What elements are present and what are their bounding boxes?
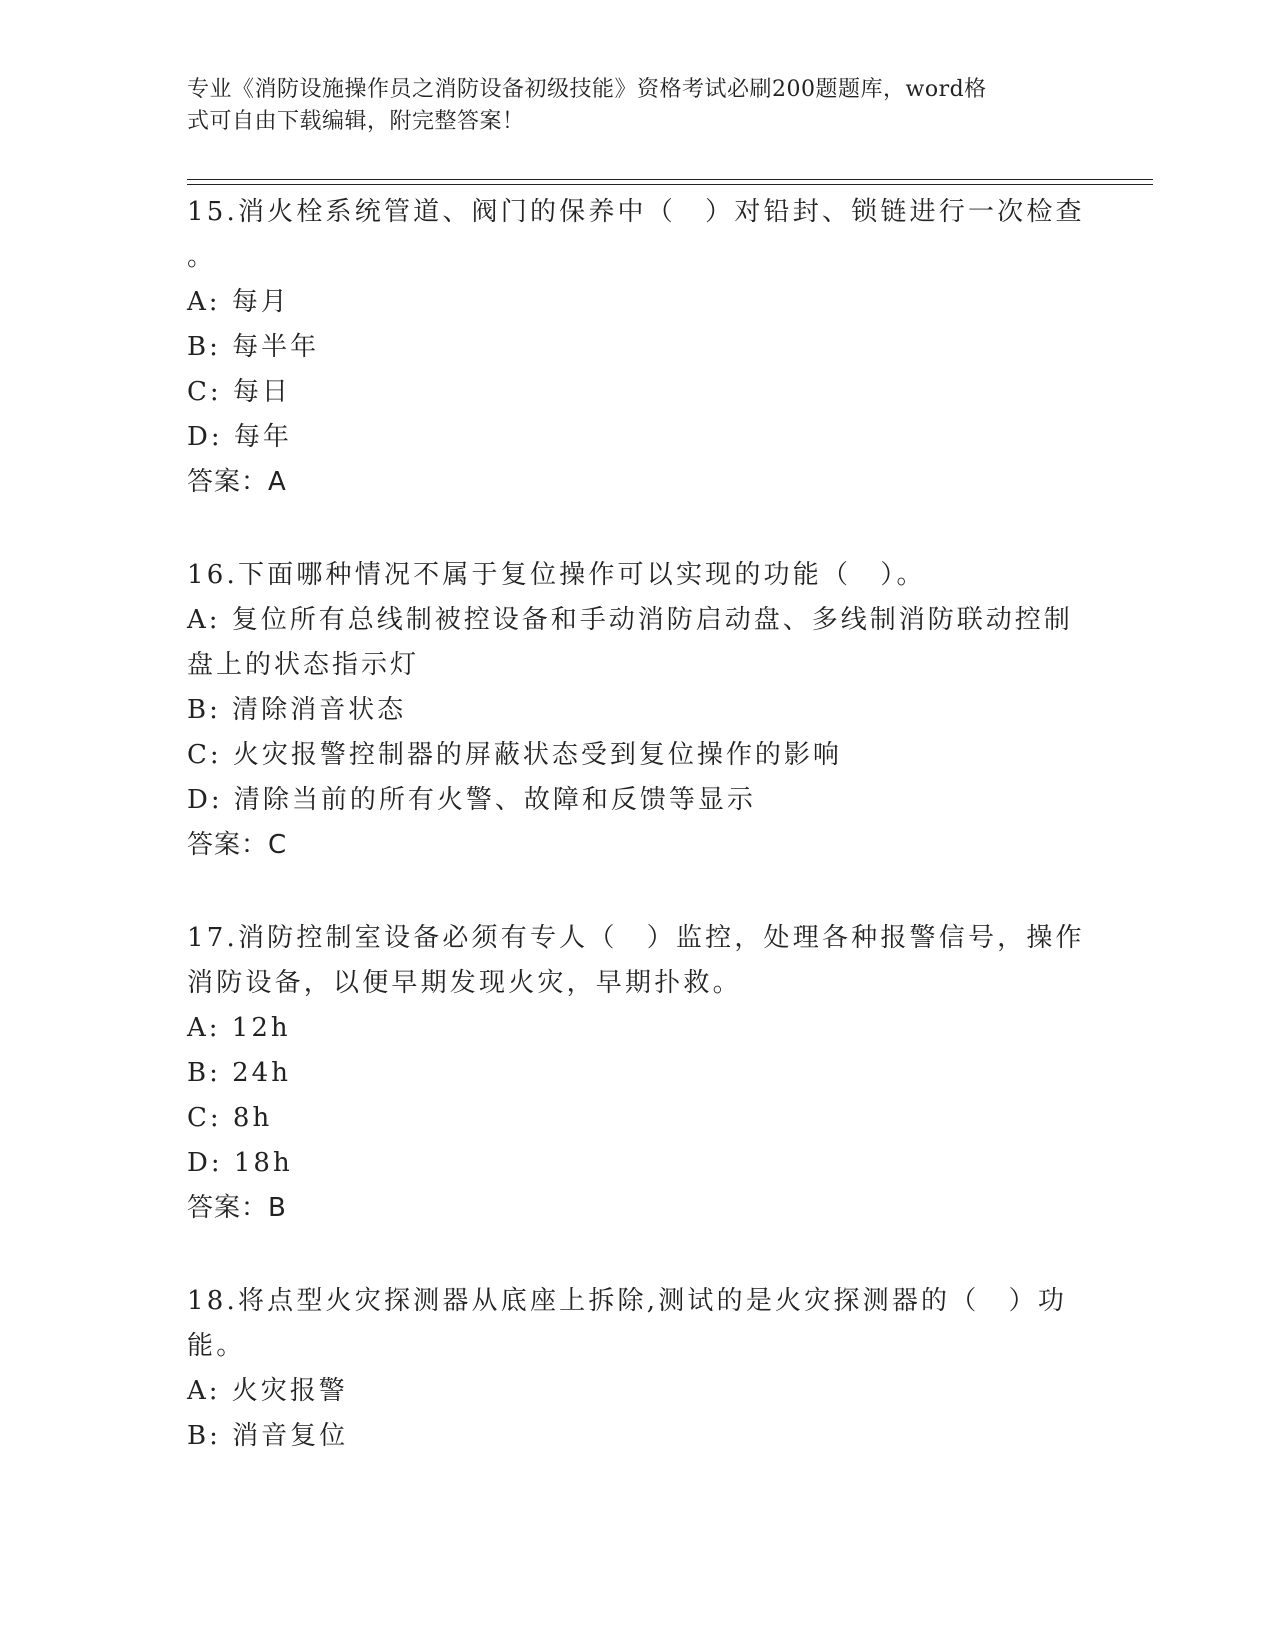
header-line-1: 专业《消防设施操作员之消防设备初级技能》资格考试必刷200题题库，word格 (187, 77, 987, 102)
question-17 (187, 916, 1087, 1231)
option-b: B: 清除消音状态 (187, 695, 407, 725)
question-stem: 18.将点型火灾探测器从底座上拆除,测试的是火灾探测器的（ ）功 (187, 1286, 1068, 1316)
option-a: A: 复位所有总线制被控设备和手动消防启动盘、多线制消防联动控制 (187, 605, 1073, 635)
option-c: C: 每日 (187, 377, 291, 407)
question-15 (187, 190, 1087, 505)
header-divider-top (187, 179, 1153, 180)
question-stem: 17.消防控制室设备必须有专人（ ）监控，处理各种报警信号，操作 (187, 923, 1085, 953)
document-header (187, 74, 1087, 138)
answer-line: 答案：A (187, 467, 287, 497)
option-a: A: 火灾报警 (187, 1376, 348, 1406)
answer-line: 答案：B (187, 1193, 287, 1223)
option-d: D: 每年 (187, 422, 292, 452)
option-b: B: 每半年 (187, 332, 320, 362)
header-divider-bottom (187, 184, 1153, 185)
question-stem: 15.消火栓系统管道、阀门的保养中（ ）对铅封、锁链进行一次检查 (187, 197, 1085, 227)
option-d: D: 清除当前的所有火警、故障和反馈等显示 (187, 785, 756, 815)
question-stem: 16.下面哪种情况不属于复位操作可以实现的功能（ ）。 (187, 560, 926, 590)
question-list (187, 190, 1087, 1507)
option-a: A: 每月 (187, 287, 290, 317)
option-a: A: 12h (187, 1013, 291, 1043)
option-d: D: 18h (187, 1148, 293, 1178)
option-a-continued: 盘上的状态指示灯 (187, 650, 420, 680)
question-stem: 。 (187, 242, 217, 272)
question-18 (187, 1279, 1087, 1459)
question-stem: 能。 (187, 1331, 246, 1361)
answer-line: 答案：C (187, 830, 288, 860)
option-c: C: 火灾报警控制器的屏蔽状态受到复位操作的影响 (187, 740, 842, 770)
question-16 (187, 553, 1087, 868)
option-c: C: 8h (187, 1103, 273, 1133)
option-b: B: 消音复位 (187, 1421, 349, 1451)
header-line-2: 式可自由下载编辑，附完整答案！ (187, 109, 525, 134)
option-b: B: 24h (187, 1058, 291, 1088)
question-stem: 消防设备，以便早期发现火灾，早期扑救。 (187, 968, 742, 998)
